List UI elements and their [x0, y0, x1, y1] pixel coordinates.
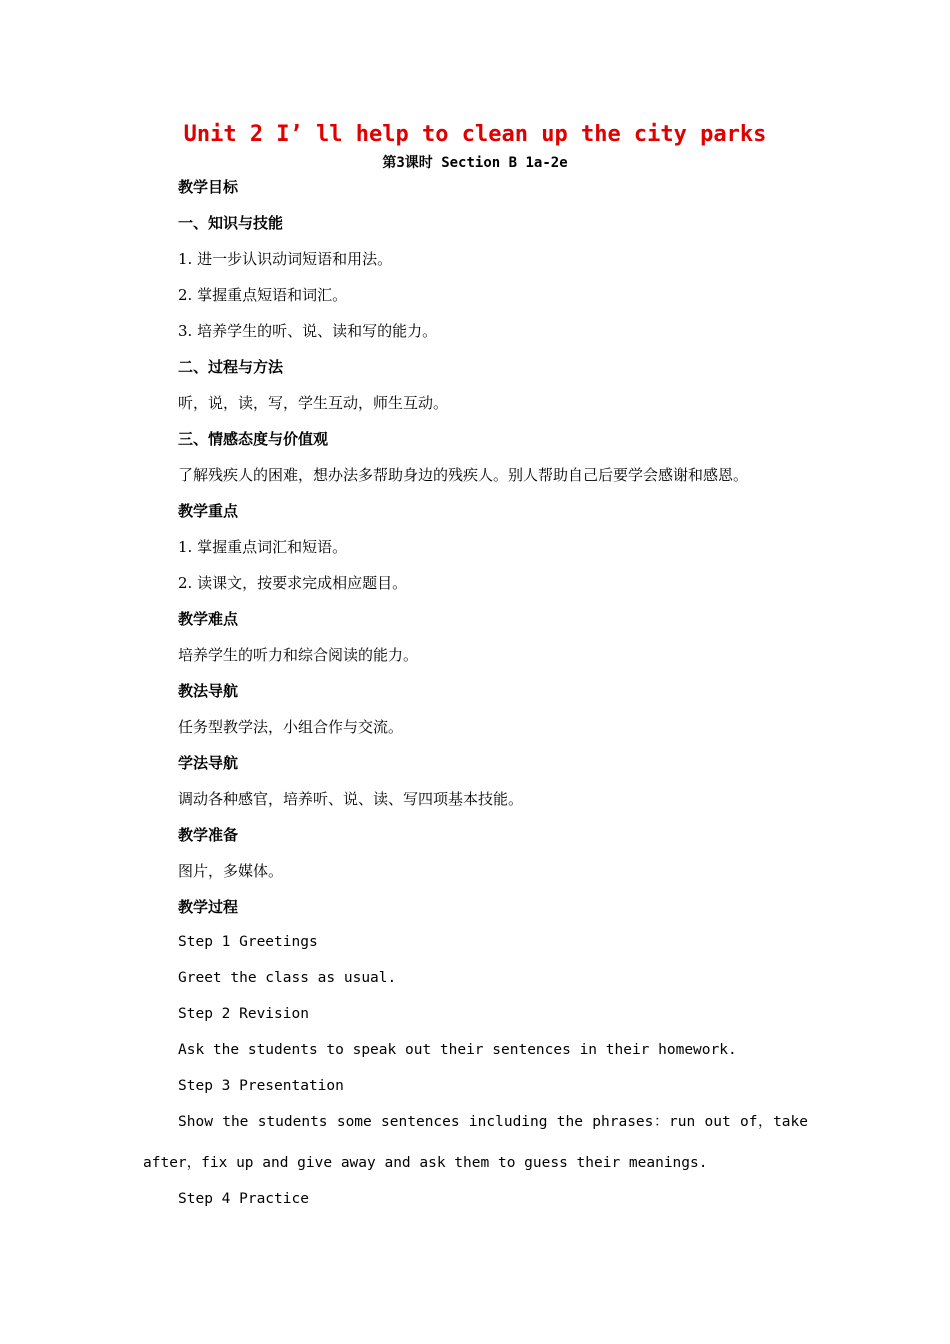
objectives-heading: 教学目标 [178, 178, 239, 196]
teaching-method-heading: 教法导航 [178, 682, 239, 700]
step-2-title: Step 2 Revision [178, 1006, 309, 1022]
difficulties-text: 培养学生的听力和综合阅读的能力。 [178, 646, 419, 664]
procedure-heading: 教学过程 [178, 898, 239, 916]
process-text: 听，说，读，写，学生互动，师生互动。 [178, 394, 449, 412]
step-3-text-line-1: Show the students some sentences including the phrases：run out of，take [178, 1114, 808, 1130]
step-2-text: Ask the students to speak out their sentences in their homework. [178, 1042, 737, 1058]
step-3-text-line-2: after，fix up and give away and ask them to guess their meanings. [143, 1155, 708, 1171]
knowledge-item: 3. 培养学生的听、说、读和写的能力。 [178, 322, 438, 340]
knowledge-heading: 一、知识与技能 [178, 214, 284, 232]
step-3-title: Step 3 Presentation [178, 1078, 344, 1094]
key-point-item: 1. 掌握重点词汇和短语。 [178, 538, 348, 556]
learning-method-text: 调动各种感官，培养听、说、读、写四项基本技能。 [178, 790, 524, 808]
preparation-heading: 教学准备 [178, 826, 239, 844]
document-title: Unit 2 I’ ll help to clean up the city parks [183, 122, 767, 147]
process-heading: 二、过程与方法 [178, 358, 284, 376]
learning-method-heading: 学法导航 [178, 754, 239, 772]
preparation-text: 图片，多媒体。 [178, 862, 284, 880]
step-4-title: Step 4 Practice [178, 1191, 309, 1207]
knowledge-item: 2. 掌握重点短语和词汇。 [178, 286, 348, 304]
step-1-text: Greet the class as usual. [178, 970, 397, 986]
emotion-text: 了解残疾人的困难，想办法多帮助身边的残疾人。别人帮助自己后要学会感谢和感恩。 [178, 466, 749, 484]
difficulties-heading: 教学难点 [178, 610, 239, 628]
document-subtitle: 第3课时 Section B 1a-2e [382, 155, 568, 171]
emotion-heading: 三、情感态度与价值观 [178, 430, 329, 448]
teaching-method-text: 任务型教学法，小组合作与交流。 [178, 718, 404, 736]
key-points-heading: 教学重点 [178, 502, 239, 520]
key-point-item: 2. 读课文，按要求完成相应题目。 [178, 574, 408, 592]
knowledge-item: 1. 进一步认识动词短语和用法。 [178, 250, 393, 268]
step-1-title: Step 1 Greetings [178, 934, 318, 950]
